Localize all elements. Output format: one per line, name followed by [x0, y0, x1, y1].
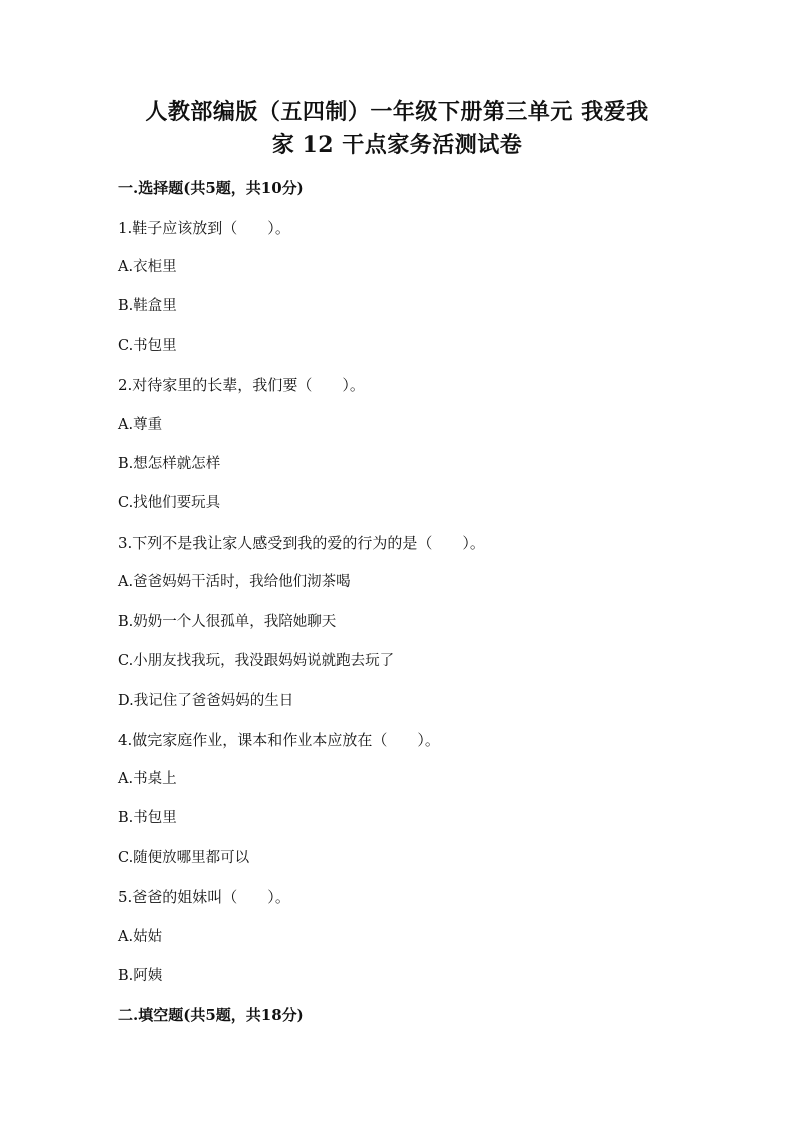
question-5-stem: 5.爸爸的姐妹叫（ ）。 [118, 888, 290, 906]
question-2-option-a: A.尊重 [118, 417, 163, 433]
section-heading-choice: 一.选择题(共5题，共10分) [118, 179, 304, 197]
question-5-option-b: B.阿姨 [118, 968, 163, 984]
question-4-option-c: C.随便放哪里都可以 [118, 850, 250, 866]
question-4-option-b: B.书包里 [118, 810, 177, 826]
question-3-option-a: A.爸爸妈妈干活时，我给他们沏茶喝 [118, 574, 351, 590]
question-3-stem: 3.下列不是我让家人感受到我的爱的行为的是（ ）。 [118, 534, 485, 552]
question-2-stem: 2.对待家里的长辈，我们要（ ）。 [118, 376, 365, 394]
question-2-option-c: C.找他们要玩具 [118, 495, 221, 511]
question-4-option-a: A.书桌上 [118, 771, 177, 787]
question-3-option-b: B.奶奶一个人很孤单，我陪她聊天 [118, 614, 337, 630]
question-5-option-a: A.姑姑 [118, 929, 163, 945]
question-2-option-b: B.想怎样就怎样 [118, 456, 221, 472]
section-heading-fill-blank: 二.填空题(共5题，共18分) [118, 1006, 304, 1024]
question-3-option-c: C.小朋友找我玩，我没跟妈妈说就跑去玩了 [118, 653, 395, 669]
document-title-line-2: 家 12 干点家务活测试卷 [271, 132, 523, 158]
question-4-stem: 4.做完家庭作业，课本和作业本应放在（ ）。 [118, 731, 440, 749]
question-1-option-a: A.衣柜里 [118, 259, 177, 275]
question-1-option-c: C.书包里 [118, 338, 177, 354]
question-3-option-d: D.我记住了爸爸妈妈的生日 [118, 693, 294, 709]
question-1-option-b: B.鞋盒里 [118, 298, 177, 314]
document-title-line-1: 人教部编版（五四制）一年级下册第三单元 我爱我 [145, 99, 649, 125]
question-1-stem: 1.鞋子应该放到（ ）。 [118, 219, 290, 237]
